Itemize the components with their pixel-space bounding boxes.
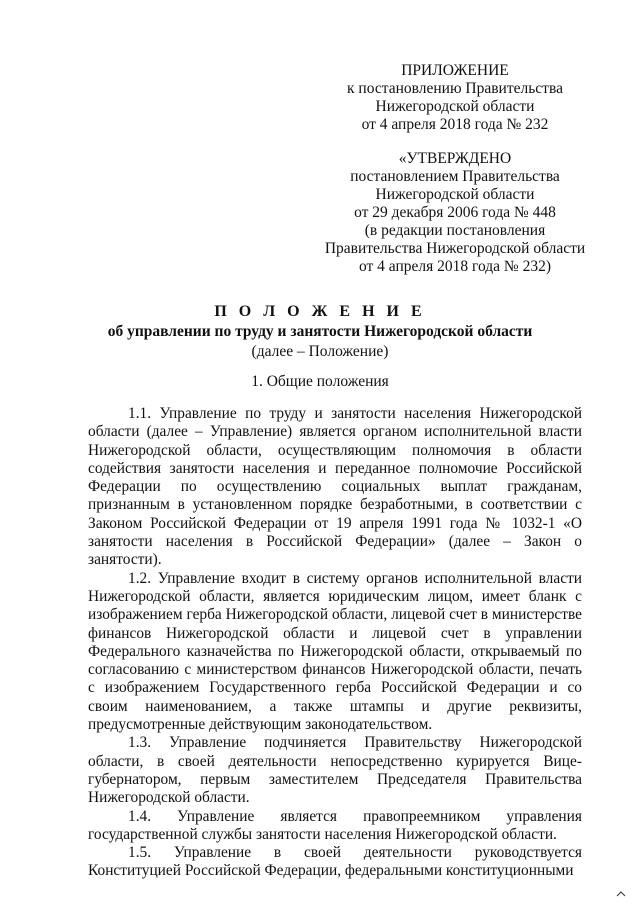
paragraph-1-1: 1.1. Управление по труду и занятости населения Нижегородской области (далее – Управление) является органом исполнительной власти Нижегородской области, осуществляющим полномочия в области содействия занятости населения и переданное полномочие Российской Федерации по осуществлению социальных выплат гражданам, признанным в установленном порядке безработными, в соответствии с Законом Российской Федерации от 19 апреля 1991 года № 1032-1 «О занятости населения в Российской Федерации» (далее – Закон о занятости).	[88, 405, 582, 569]
approval-line: (в редакции постановления	[364, 222, 546, 239]
appendix-line: Нижегородской области	[375, 98, 535, 115]
approval-title: «УТВЕРЖДЕНО	[398, 150, 512, 167]
approval-line: постановлением Правительства	[350, 168, 560, 185]
paragraph-1-3: 1.3. Управление подчиняется Правительству Нижегородской области, в своей деятельности непосредственно курируется Вице-губернатором, первым заместителем Председателя Правительства Нижегородской области.	[88, 734, 582, 807]
section-heading: 1. Общие положения	[251, 373, 389, 390]
document-subtitle: об управлении по труду и занятости Нижегородской области	[107, 323, 533, 340]
document-title-block	[60, 302, 580, 362]
approval-line: от 29 декабря 2006 года № 448	[354, 204, 556, 221]
paragraph-1-5: 1.5. Управление в своей деятельности руководствуется Конституцией Российской Федерации, федеральными конституционными	[88, 844, 582, 880]
paragraph-1-2: 1.2. Управление входит в систему органов исполнительной власти Нижегородской области, является юридическим лицом, имеет бланк с изображением герба Нижегородской области, лицевой счет в министерстве финансов Нижегородской области и лицевой счет в управлении Федерального казначейства по Нижегородской области, открываемый по согласованию с министерством финансов Нижегородской области, печать с изображением Государственного герба Российской Федерации и со своим наименованием, а также штампы и другие реквизиты, предусмотренные действующим законодательством.	[88, 569, 582, 734]
document-title: П О Л О Ж Е Н И Е	[214, 303, 426, 320]
approval-line: от 4 апреля 2018 года № 232)	[358, 258, 552, 275]
approval-block	[300, 150, 610, 276]
appendix-line: от 4 апреля 2018 года № 232	[361, 116, 549, 133]
approval-line: Правительства Нижегородской области	[324, 240, 586, 257]
paragraph-1-4: 1.4. Управление является правопреемником управления государственной службы занятости населения Нижегородской области.	[88, 807, 582, 843]
corner-mark-icon	[616, 890, 626, 898]
appendix-line: к постановлению Правительства	[347, 80, 563, 97]
approval-line: Нижегородской области	[375, 186, 535, 203]
appendix-block	[300, 62, 610, 134]
section-body	[88, 405, 582, 881]
document-note: (далее – Положение)	[251, 343, 389, 360]
appendix-title: ПРИЛОЖЕНИЕ	[401, 62, 509, 79]
